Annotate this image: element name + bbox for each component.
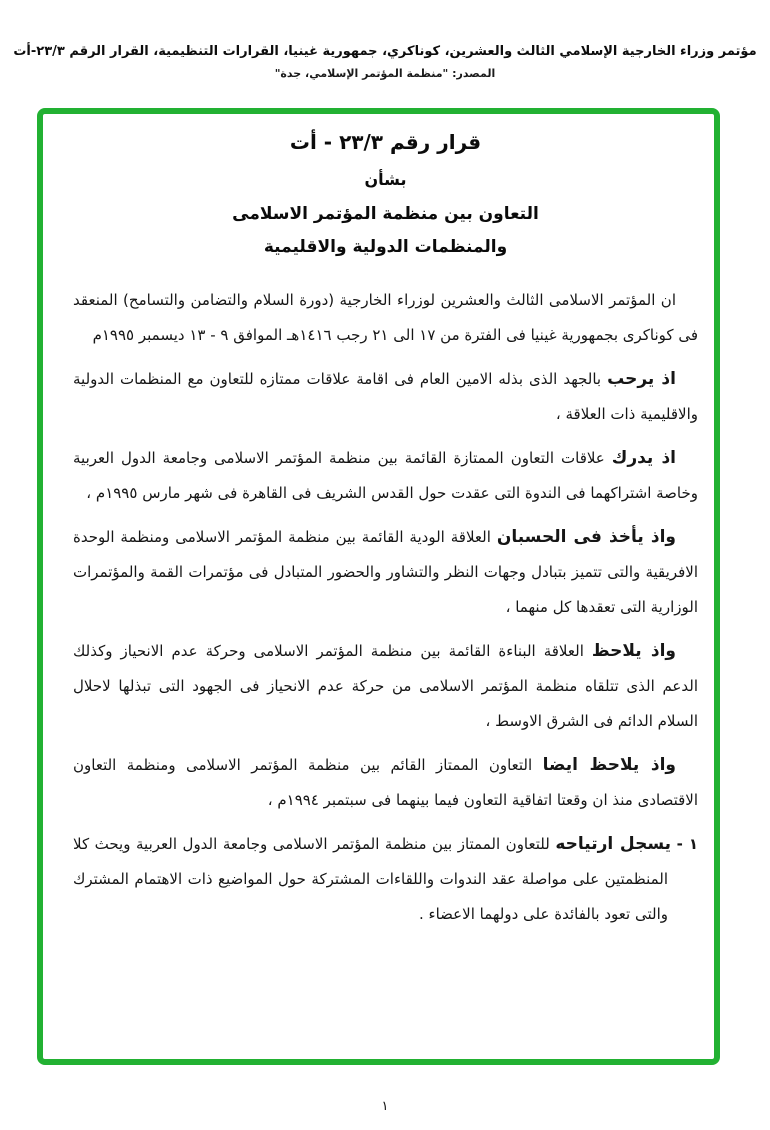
clause-also-notes <box>73 748 698 818</box>
paragraph-text: ان المؤتمر الاسلامى الثالث والعشرين لوزراء الخارجية (دورة السلام والتضامن والتسامح) المنعقد فى كوناكرى بجمهورية غينيا فى الفترة من ١٧ الى ٢١ رجب ١٤١٦هـ الموافق ٩ - ١٣ ديسمبر ١٩٩٥م <box>73 291 698 344</box>
document-header <box>0 44 770 80</box>
highlight-border-box <box>37 108 720 1065</box>
resolution-body <box>43 114 714 932</box>
resolution-regarding-label: بشأن <box>364 170 407 189</box>
paragraph-text: العلاقة الودية القائمة بين منظمة المؤتمر الاسلامى ومنظمة الوحدة الافريقية والتى تتميز بتبادل وجهات النظر والتشاور والحضور المتبادل فى مؤتمرات القمة والمؤتمرات الوزارية التى تعقدها كل منهما ، <box>73 528 698 616</box>
header-citation-line: مؤتمر وزراء الخارجية الإسلامي الثالث والعشرين، كوناكري، جمهورية غينيا، القرارات التنظيمية، القرار الرقم ٢٣/٣-أت <box>13 44 757 59</box>
header-source-line: المصدر: "منظمة المؤتمر الإسلامي، جدة" <box>274 67 496 80</box>
clause-lead: واذ يأخذ فى الحسبان <box>496 527 676 547</box>
clause-notes <box>73 634 698 739</box>
clause-lead: واذ يلاحظ ايضا <box>542 755 676 775</box>
resolution-subject-line1: التعاون بين منظمة المؤتمر الاسلامى <box>232 204 539 224</box>
clause-recognizes <box>73 441 698 511</box>
paragraph-text: العلاقة البناءة القائمة بين منظمة المؤتمر الاسلامى وحركة عدم الانحياز وكذلك الدعم الذى تتلقاه منظمة المؤتمر الاسلامى من حركة عدم الانحياز فى الجهود التى تبذلها لاحلال السلام الدائم فى الشرق الاوسط ، <box>73 642 698 730</box>
clause-lead: يسجل ارتياحه <box>555 834 672 854</box>
clause-welcomes <box>73 362 698 432</box>
resolution-subject-line2: والمنظمات الدولية والاقليمية <box>263 237 508 257</box>
clause-takes-into-account <box>73 520 698 625</box>
paragraph-text: التعاون الممتاز القائم بين منظمة المؤتمر الاسلامى ومنظمة التعاون الاقتصادى منذ ان وقعتا اتفاقية التعاون فيما بينهما فى سبتمبر ١٩٩٤م ، <box>73 756 698 809</box>
paragraph-text: علاقات التعاون الممتازة القائمة بين منظمة المؤتمر الاسلامى وجامعة الدول العربية وخاصة اشتراكهما فى الندوة التى عقدت حول القدس الشريف فى القاهرة فى شهر مارس ١٩٩٥م ، <box>73 449 698 502</box>
preamble-paragraph <box>73 283 698 353</box>
resolution-number-title: قرار رقم ٢٣/٣ - أت <box>289 130 482 154</box>
page-number: ١ <box>381 1099 389 1114</box>
paragraph-text: بالجهد الذى بذله الامين العام فى اقامة علاقات ممتازه للتعاون مع المنظمات الدولية والاقليمية ذات العلاقة ، <box>73 370 698 423</box>
resolution-title-block <box>73 128 698 259</box>
operative-item-1 <box>73 827 698 932</box>
item-number: ١ - <box>676 835 698 853</box>
clause-lead: اذ يدرك <box>611 448 676 468</box>
paragraph-text: للتعاون الممتاز بين منظمة المؤتمر الاسلامى وجامعة الدول العربية ويحث كلا المنظمتين على مواصلة عقد الندوات واللقاءات المشتركة حول المواضيع ذات الاهتمام المشترك والتى تعود بالفائدة على دولهما الاعضاء . <box>73 835 668 923</box>
clause-lead: واذ يلاحظ <box>591 641 676 661</box>
clause-lead: اذ يرحب <box>607 369 676 389</box>
